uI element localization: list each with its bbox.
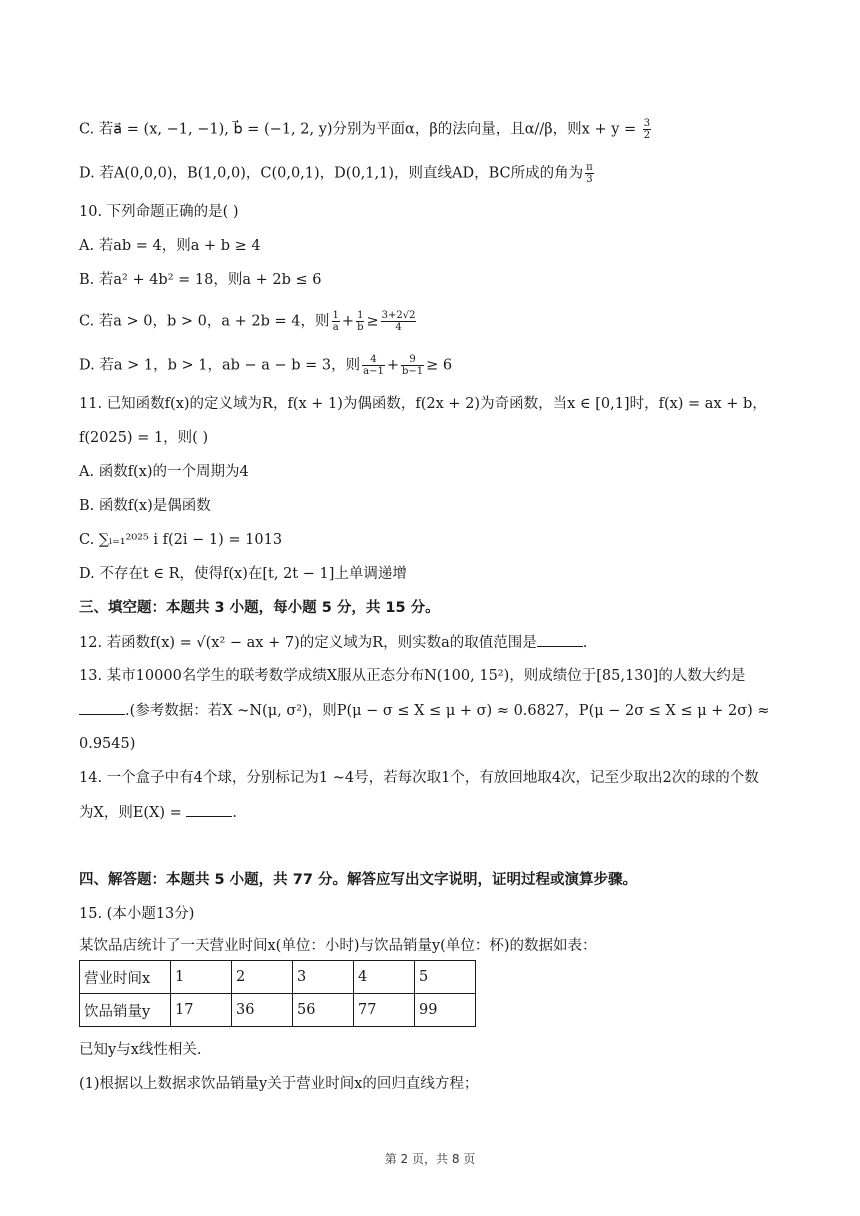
q14-line1: 14. 一个盒子中有4个球，分别标记为1 ~4号，若每次取1个，有放回地取4次，记至少取出2次的球的个数 [79,770,759,786]
q11-stem-line2: f(2025) = 1，则( ) [79,430,209,446]
answer-blank [79,700,125,715]
section-4-heading: 四、解答题：本题共 5 小题，共 77 分。解答应写出文字说明，证明过程或演算步骤。 [79,872,637,888]
q11-option-a: A. 函数f(x)的一个周期为4 [79,464,249,480]
fraction: $\frac{3+2√2}{4}$ [381,310,416,333]
table-cell: 77 [354,994,415,1027]
q15-note: 已知y与x线性相关. [79,1042,202,1058]
q10-option-c: C. 若a > 0，b > 0，a + 2b = 4，则 $\frac{1}{a}$ + $\frac{1}{b}$ ≥ $\frac{3+2√2}{4}$ [79,310,416,333]
q10-option-b: B. 若a² + 4b² = 18，则a + 2b ≤ 6 [79,272,322,288]
table-cell: 56 [293,994,354,1027]
page-footer: 第 2 页，共 8 页 [384,1152,476,1166]
fraction: $\frac{4}{a-1}$ [363,354,384,377]
fraction: $\frac{9}{b-1}$ [401,354,424,377]
table-row [80,961,476,994]
q9-option-c: C. 若a⃗ = (x, −1, −1), b⃗ = (−1, 2, y)分别为平面α，β的法向量，且α//β，则x + y = $\frac{3}{2}$ [79,118,651,141]
q13-line2: .(参考数据：若X ~N(μ, σ²)，则P(μ − σ ≤ X ≤ μ + σ) ≈ 0.6827，P(μ − 2σ ≤ X ≤ μ + 2σ) ≈ [79,700,770,721]
fraction: $\frac{1}{b}$ [357,310,364,333]
q13-line3: 0.9545) [79,736,136,752]
table-cell: 2 [232,961,293,994]
q15-heading: 15. (本小题13分) [79,906,195,922]
section-3-heading: 三、填空题：本题共 3 小题，每小题 5 分，共 15 分。 [79,600,440,616]
answer-blank [186,802,232,817]
fraction: $\frac{1}{a}$ [332,310,339,333]
fraction: $\frac{\pi}{3}$ [586,162,593,185]
q11-stem-line1: 11. 已知函数f(x)的定义域为R，f(x + 1)为偶函数，f(2x + 2)为奇函数，当x ∈ [0,1]时，f(x) = ax + b， [79,396,767,412]
table-header-cell: 营业时间x [80,961,171,994]
q10-option-a: A. 若ab = 4，则a + b ≥ 4 [79,238,261,254]
table-cell: 1 [171,961,232,994]
q13-line1: 13. 某市10000名学生的联考数学成绩X服从正态分布N(100, 15²)，则成绩位于[85,130]的人数大约是 [79,668,746,684]
q11-option-b: B. 函数f(x)是偶函数 [79,498,211,514]
table-cell: 36 [232,994,293,1027]
table-row [80,994,476,1027]
table-cell: 99 [415,994,476,1027]
q10-stem: 10. 下列命题正确的是( ) [79,204,239,220]
q9-option-d: D. 若A(0,0,0)，B(1,0,0)，C(0,0,1)，D(0,1,1)，则直线AD，BC所成的角为 $\frac{\pi}{3}$ [79,162,593,185]
q11-option-c: C. ∑ᵢ₌₁²⁰²⁵ i f(2i − 1) = 1013 [79,532,283,548]
q15-intro: 某饮品店统计了一天营业时间x(单位：小时)与饮品销量y(单位：杯)的数据如表： [79,938,597,954]
answer-blank [537,632,583,647]
q11-option-d: D. 不存在t ∈ R，使得f(x)在[t, 2t − 1]上单调递增 [79,566,407,582]
q15-part1: (1)根据以上数据求饮品销量y关于营业时间x的回归直线方程； [79,1076,479,1092]
table-cell: 3 [293,961,354,994]
q10-option-d: D. 若a > 1，b > 1，ab − a − b = 3，则 $\frac{4}{a-1}$ + $\frac{9}{b-1}$ ≥ 6 [79,354,453,377]
q12: 12. 若函数f(x) = √(x² − ax + 7)的定义域为R，则实数a的取值范围是 . [79,632,587,653]
table-header-cell: 饮品销量y [80,994,171,1027]
fraction: $\frac{3}{2}$ [643,118,651,141]
table-cell: 4 [354,961,415,994]
q14-line2: 为X，则E(X) = . [79,802,237,823]
data-table [79,960,476,1027]
table-cell: 5 [415,961,476,994]
table-cell: 17 [171,994,232,1027]
